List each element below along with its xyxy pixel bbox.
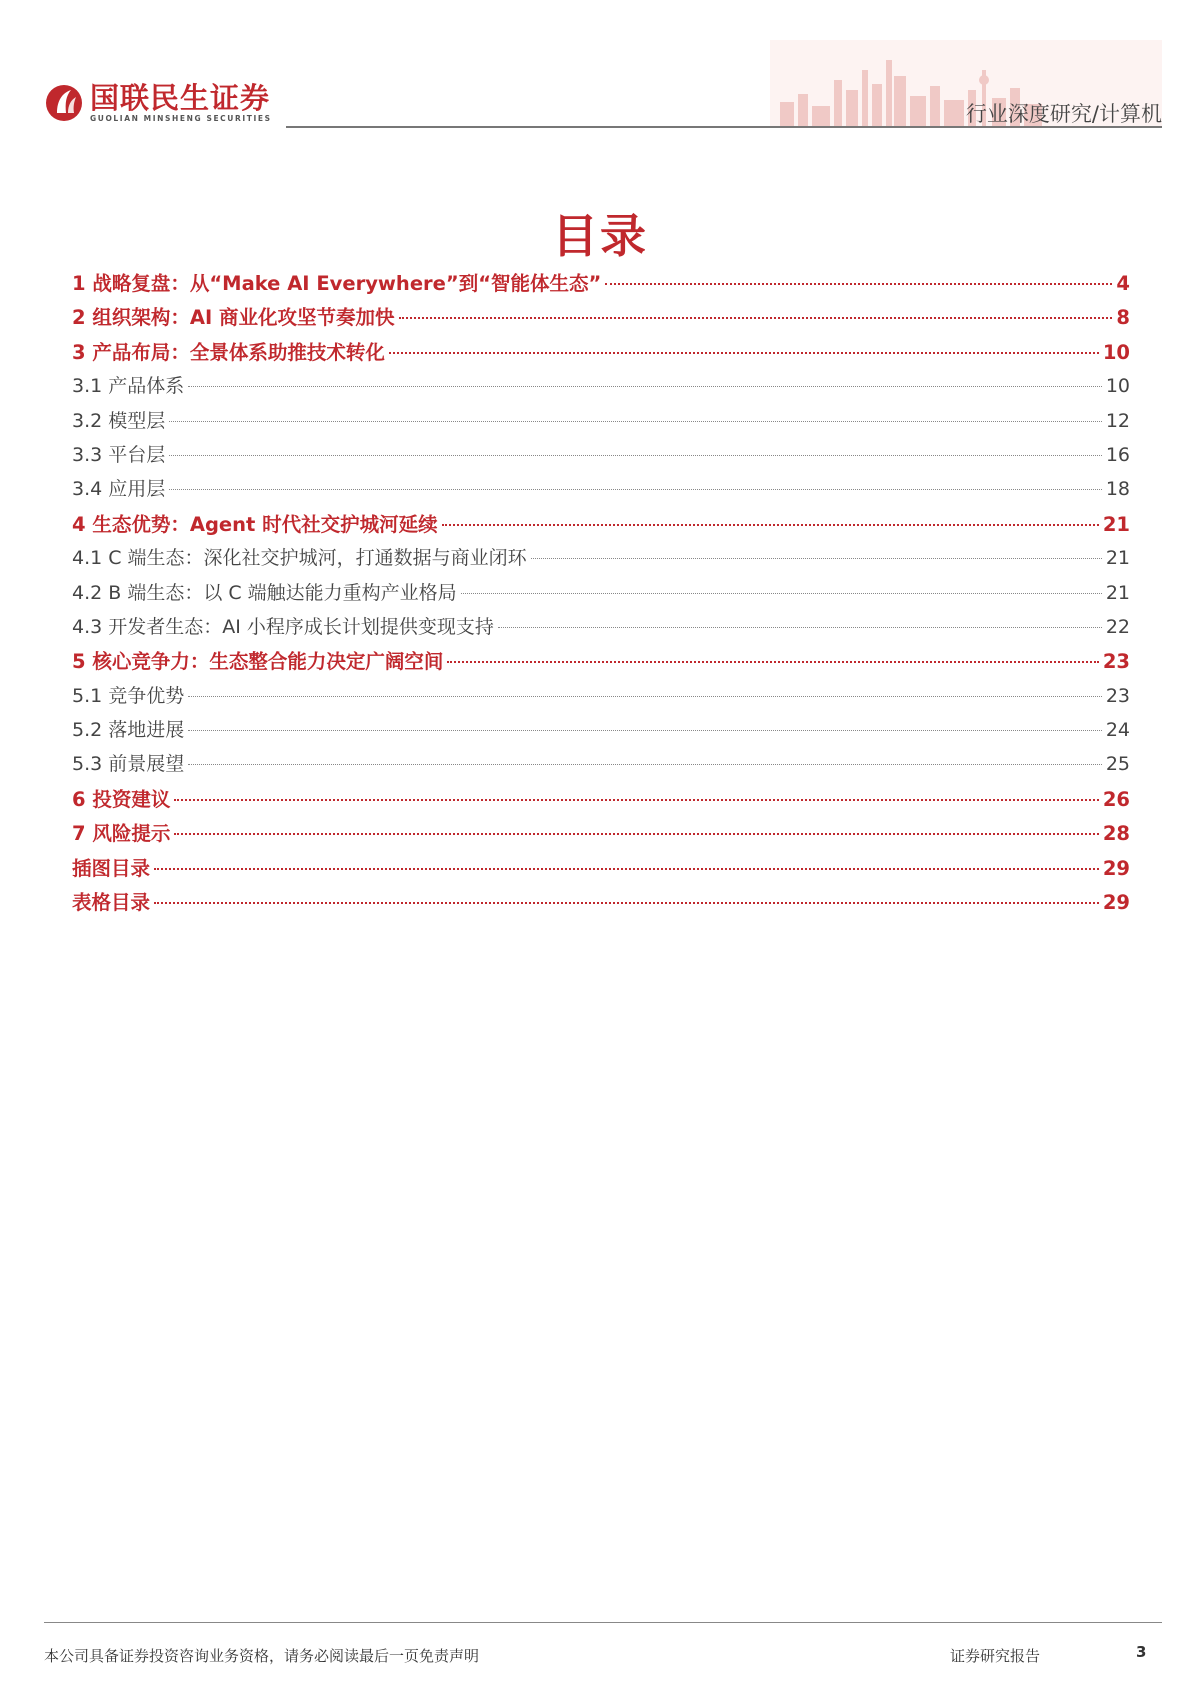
footer-divider [44, 1622, 1162, 1623]
toc-dot-leader [188, 696, 1102, 697]
toc-subsection-entry[interactable] [72, 681, 1130, 715]
toc-dot-leader [605, 283, 1112, 285]
toc-entry-page: 29 [1102, 856, 1130, 880]
toc-entry-page: 25 [1105, 753, 1130, 776]
toc-entry-page: 4 [1116, 272, 1130, 295]
toc-entry-page: 21 [1105, 547, 1130, 570]
toc-entry-label: 5 核心竞争力：生态整合能力决定广阔空间 [72, 650, 444, 674]
toc-entry-label: 3.1 产品体系 [72, 375, 185, 398]
footer-page-number: 3 [1136, 1643, 1147, 1661]
toc-section-entry[interactable] [72, 302, 1130, 336]
toc-subsection-entry[interactable] [72, 612, 1130, 646]
toc-entry-page: 23 [1105, 684, 1130, 707]
toc-entry-label: 2 组织架构：AI 商业化攻坚节奏加快 [72, 306, 395, 330]
toc-entry-label: 4.2 B 端生态：以 C 端触达能力重构产业格局 [72, 581, 457, 604]
toc-entry-label: 3.4 应用层 [72, 478, 166, 501]
toc-subsection-entry[interactable] [72, 406, 1130, 440]
toc-entry-page: 23 [1102, 650, 1130, 674]
toc-entry-page: 18 [1105, 478, 1130, 501]
toc-dot-leader [174, 799, 1099, 801]
toc-entry-page: 24 [1105, 719, 1130, 742]
toc-section-entry[interactable] [72, 337, 1130, 371]
toc-dot-leader [154, 868, 1099, 870]
toc-entry-label: 表格目录 [72, 891, 151, 915]
toc-entry-page: 12 [1105, 409, 1130, 432]
header-divider [286, 126, 1162, 128]
toc-dot-leader [399, 317, 1113, 319]
toc-dot-leader [174, 833, 1099, 835]
toc-dot-leader [461, 593, 1102, 594]
toc-entry-label: 1 战略复盘：从“Make AI Everywhere”到“智能体生态” [72, 272, 602, 295]
toc-entry-label: 5.2 落地进展 [72, 719, 185, 742]
footer-disclaimer: 本公司具备证券投资咨询业务资格，请务必阅读最后一页免责声明 [44, 1647, 480, 1665]
toc-entry-page: 21 [1102, 512, 1130, 536]
company-logo [44, 82, 272, 124]
toc-dot-leader [169, 455, 1102, 456]
toc-entry-label: 6 投资建议 [72, 787, 171, 811]
toc-dot-leader [531, 558, 1102, 559]
toc-entry-label: 5.1 竞争优势 [72, 684, 185, 707]
toc-section-entry[interactable] [72, 784, 1130, 818]
toc-entry-page: 22 [1105, 615, 1130, 638]
toc-entry-label: 5.3 前景展望 [72, 753, 185, 776]
report-category: 行业深度研究/计算机 [965, 102, 1162, 126]
toc-subsection-entry[interactable] [72, 543, 1130, 577]
toc-section-entry[interactable] [72, 818, 1130, 852]
toc-subsection-entry[interactable] [72, 578, 1130, 612]
toc-entry-label: 插图目录 [72, 856, 151, 880]
toc-dot-leader [447, 661, 1099, 663]
toc-entry-page: 16 [1105, 443, 1130, 466]
toc-dot-leader [169, 489, 1102, 490]
toc-section-entry[interactable] [72, 509, 1130, 543]
page-header [0, 0, 1200, 140]
toc-section-entry[interactable] [72, 853, 1130, 887]
toc-entry-label: 3.3 平台层 [72, 443, 166, 466]
toc-subsection-entry[interactable] [72, 749, 1130, 783]
toc-entry-page: 29 [1102, 891, 1130, 915]
toc-subsection-entry[interactable] [72, 371, 1130, 405]
toc-entry-page: 21 [1105, 581, 1130, 604]
toc-entry-label: 3 产品布局：全景体系助推技术转化 [72, 340, 385, 364]
toc-title: 目录 [552, 209, 648, 263]
toc-entry-page: 26 [1102, 787, 1130, 811]
toc-entry-page: 10 [1105, 375, 1130, 398]
toc-section-entry[interactable] [72, 268, 1130, 302]
toc-entry-label: 7 风险提示 [72, 822, 171, 846]
toc-dot-leader [188, 730, 1102, 731]
toc-dot-leader [188, 386, 1102, 387]
toc-dot-leader [154, 902, 1099, 904]
logo-chinese-name: 国联民生证券 [90, 81, 271, 115]
footer-report-type: 证券研究报告 [950, 1647, 1041, 1665]
logo-emblem-icon [44, 83, 84, 123]
toc-dot-leader [498, 627, 1102, 628]
toc-entry-label: 4 生态优势：Agent 时代社交护城河延续 [72, 512, 438, 536]
toc-section-entry[interactable] [72, 646, 1130, 680]
toc-entry-page: 10 [1102, 340, 1130, 364]
toc-subsection-entry[interactable] [72, 474, 1130, 508]
table-of-contents [72, 268, 1130, 921]
toc-dot-leader [389, 352, 1099, 354]
toc-subsection-entry[interactable] [72, 715, 1130, 749]
toc-entry-label: 4.1 C 端生态：深化社交护城河，打通数据与商业闭环 [72, 547, 527, 570]
toc-entry-label: 4.3 开发者生态：AI 小程序成长计划提供变现支持 [72, 615, 494, 638]
toc-section-entry[interactable] [72, 887, 1130, 921]
toc-dot-leader [169, 421, 1102, 422]
logo-english-name: GUOLIAN MINSHENG SECURITIES [90, 114, 272, 123]
toc-dot-leader [442, 524, 1099, 526]
toc-dot-leader [188, 764, 1102, 765]
toc-entry-page: 28 [1102, 822, 1130, 846]
toc-entry-label: 3.2 模型层 [72, 409, 166, 432]
toc-entry-page: 8 [1116, 306, 1130, 330]
toc-subsection-entry[interactable] [72, 440, 1130, 474]
